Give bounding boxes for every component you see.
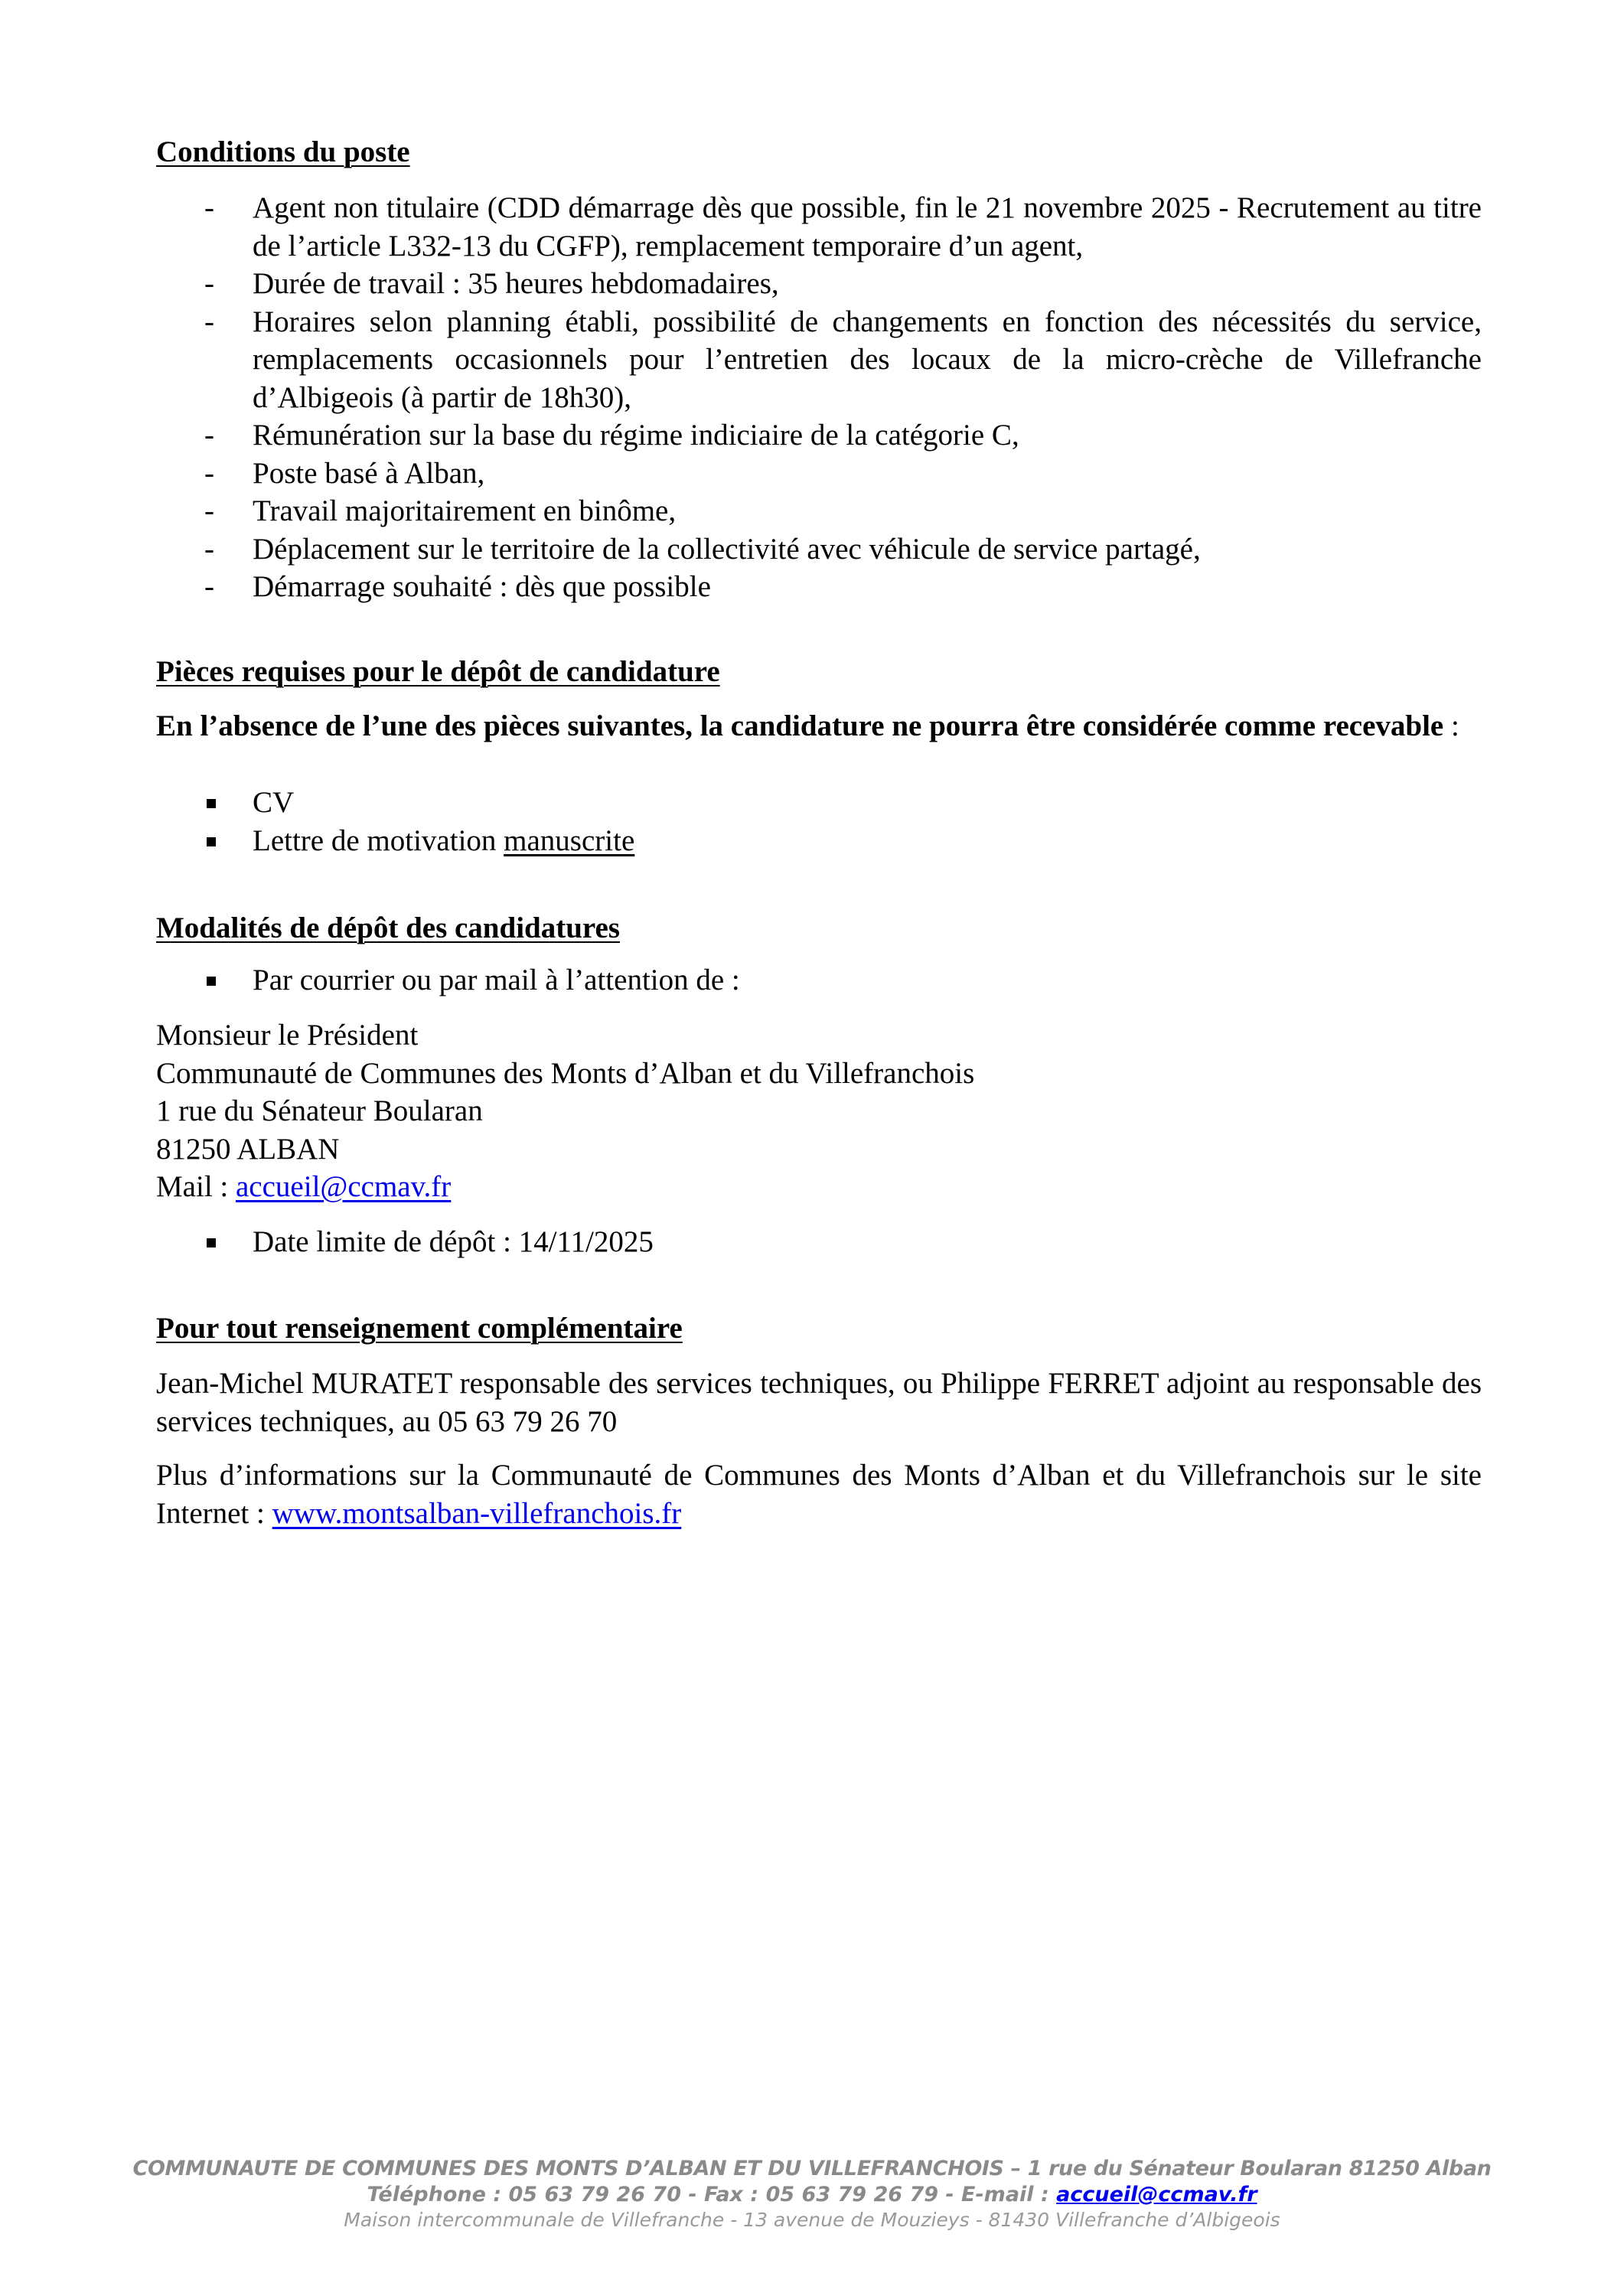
deadline-list: [156, 1223, 1482, 1261]
list-item: - Travail majoritairement en binôme,: [204, 494, 677, 527]
list-item: - Agent non titulaire (CDD démarrage dès que possible, fin le 21 novembre 2025 - Recrutement au titre de l’article L332-13 du CGFP), remplacement temporaire d’un agent,: [204, 191, 1482, 263]
bullet-square-icon: [207, 837, 216, 846]
mail-line: Mail : accueil@ccmav.fr: [156, 1170, 452, 1203]
address-line: Monsieur le Président: [156, 1019, 419, 1052]
list-item: Date limite de dépôt : 14/11/2025: [156, 1223, 1482, 1261]
pieces-heading: Pièces requises pour le dépôt de candidature: [156, 655, 720, 688]
modalites-heading: Modalités de dépôt des candidatures: [156, 912, 620, 944]
conditions-heading: Conditions du poste: [156, 135, 410, 168]
bullet-square-icon: [207, 1238, 216, 1247]
bullet-square-icon: [207, 977, 216, 986]
pieces-intro: En l’absence de l’une des pièces suivantes, la candidature ne pourra être considérée comme recevable :: [156, 709, 1459, 742]
footer-line-1: COMMUNAUTE DE COMMUNES DES MONTS D’ALBAN ET DU VILLEFRANCHOIS – 1 rue du Sénateur Boularan 81250 Alban: [132, 2157, 1492, 2180]
list-item: - Poste basé à Alban,: [204, 456, 485, 490]
list-item: - Démarrage souhaité : dès que possible: [204, 570, 711, 603]
footer-line-3: Maison intercommunale de Villefranche - 13 avenue de Mouzieys - 81430 Villefranche d’Albigeois: [344, 2209, 1280, 2231]
list-item: Lettre de motivation manuscrite: [156, 822, 1482, 860]
list-item: CV: [156, 784, 1482, 822]
address-line: 81250 ALBAN: [156, 1132, 340, 1166]
renseignement-heading: Pour tout renseignement complémentaire: [156, 1312, 683, 1345]
website-link[interactable]: www.montsalban-villefranchois.fr: [272, 1496, 682, 1530]
conditions-list: [156, 189, 1482, 606]
pieces-list: [156, 784, 1482, 859]
list-item: - Déplacement sur le territoire de la collectivité avec véhicule de service partagé,: [204, 532, 1201, 566]
bullet-square-icon: [207, 799, 216, 808]
address-line: 1 rue du Sénateur Boularan: [156, 1094, 483, 1127]
footer-line-2: Téléphone : 05 63 79 26 70 - Fax : 05 63 79 26 79 - E-mail : accueil@ccmav.fr: [367, 2183, 1257, 2206]
contact-paragraph: Jean-Michel MURATET responsable des services techniques, ou Philippe FERRET adjoint au responsable des services techniques, au 05 63 79 26 70: [156, 1367, 1482, 1438]
footer-email-link[interactable]: accueil@ccmav.fr: [1056, 2183, 1257, 2206]
info-paragraph: Plus d’informations sur la Communauté de Communes des Monts d’Alban et du Villefranchois sur le site Internet : www.montsalban-villefranchois.fr: [156, 1459, 1482, 1530]
list-item: - Horaires selon planning établi, possibilité de changements en fonction des nécessités du service, remplacements occasionnels pour l’entretien des locaux de la micro-crèche de Villefranche d’Albigeois (à partir de 18h30),: [204, 305, 1482, 414]
list-item: - Durée de travail : 35 heures hebdomadaires,: [204, 267, 779, 300]
list-item: - Rémunération sur la base du régime indiciaire de la catégorie C,: [204, 419, 1019, 452]
address-line: Communauté de Communes des Monts d’Alban et du Villefranchois: [156, 1056, 975, 1090]
modalites-list: [156, 961, 1482, 1000]
list-item: Par courrier ou par mail à l’attention de :: [156, 961, 1482, 1000]
mail-link[interactable]: accueil@ccmav.fr: [236, 1170, 452, 1203]
address-block: [156, 1016, 1482, 1206]
